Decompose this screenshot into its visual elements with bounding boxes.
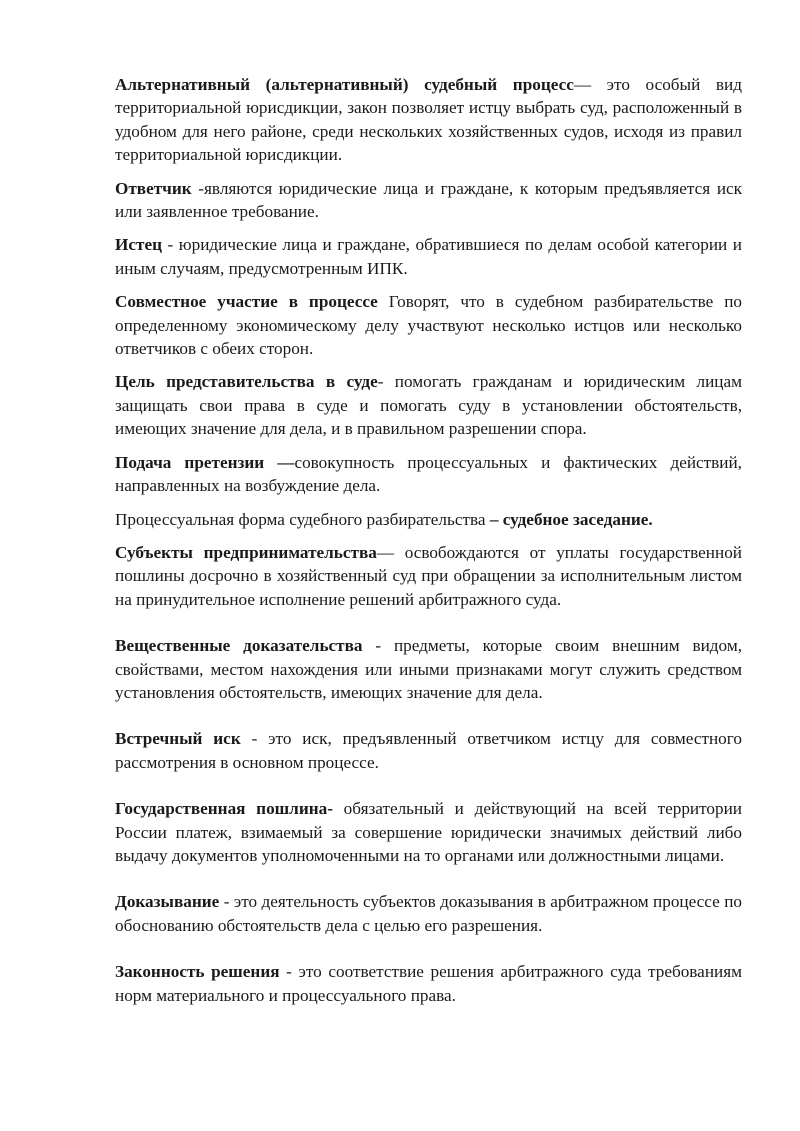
entry-term: Совместное участие в процессе xyxy=(115,292,378,312)
entry-text: Говорят, что в судебном разбирательстве по определенному экономическому делу участвуют несколько истцов или несколько ответчиков с обеих сторон. xyxy=(115,292,742,359)
entry-term: Истец xyxy=(115,235,162,255)
entry-counterclaim xyxy=(115,727,742,774)
entry-joint-participation xyxy=(115,290,742,360)
entry-legality-of-decision xyxy=(115,960,742,1007)
entry-physical-evidence xyxy=(115,634,742,704)
entry-text: - предметы, которые своим внешним видом, свойствами, местом нахождения или иными признаками могут служить средством установления обстоятельств, имеющих значение для дела. xyxy=(115,636,742,702)
entry-text: - помогать гражданам и юридическим лицам защищать свои права в суде и помогать суду в установлении обстоятельств, имеющих значение для дела, и в правильном разрешении спора. xyxy=(115,372,742,439)
entry-procedural-form xyxy=(115,508,742,531)
entry-term: Ответчик xyxy=(115,178,192,198)
entry-text: обязательный и действующий на всей территории России платеж, взимаемый за совершение юридически значимых действий либо выдачу документов уполномоченными на то органами или должностными лицами. xyxy=(115,799,742,865)
entry-term: Государственная пошлина- xyxy=(115,799,333,819)
entry-text: Процессуальная форма судебного разбирательства xyxy=(115,509,490,529)
entry-term: Субъекты предпринимательства xyxy=(115,542,377,562)
entry-business-entities xyxy=(115,541,742,611)
entry-term: Встречный иск xyxy=(115,729,241,749)
entry-alternative-process xyxy=(115,73,742,167)
entry-term: Законность решения xyxy=(115,962,280,982)
entry-term: Доказывание xyxy=(115,892,220,912)
entry-claim-filing xyxy=(115,451,742,498)
entry-text: — освобождаются от уплаты государственной пошлины досрочно в хозяйственный суд при обращении за исполнительным листом на принудительное исполнение решений арбитражного суда. xyxy=(115,542,742,609)
entry-text: - юридические лица и граждане, обратившиеся по делам особой категории и иным случаям, предусмотренным ИПК. xyxy=(115,235,742,278)
entry-text: - это соответствие решения арбитражного суда требованиям норм материального и процессуального права. xyxy=(115,962,742,1005)
entry-term: Цель представительства в суде xyxy=(115,372,378,392)
entry-representation-goal xyxy=(115,370,742,440)
entry-term: Альтернативный (альтернативный) судебный процесс xyxy=(115,75,574,94)
entry-defendant xyxy=(115,177,742,224)
entry-text: — это особый вид территориальной юрисдикции, закон позволяет истцу выбрать суд, расположенный в удобном для него районе, среди нескольких хозяйственных судов, исходя из правил территориальной юрисдикции. xyxy=(115,75,742,165)
entry-text: - это деятельность субъектов доказывания в арбитражном процессе по обоснованию обстоятельств дела с целью его разрешения. xyxy=(115,892,742,935)
entry-term: – судебное заседание. xyxy=(489,509,653,529)
entry-text: -являются юридические лица и граждане, к которым предъявляется иск или заявленное требование. xyxy=(115,178,742,222)
document-page xyxy=(115,73,742,1017)
entry-plaintiff xyxy=(115,233,742,280)
entry-text: совокупность процессуальных и фактических действий, направленных на возбуждение дела. xyxy=(115,452,742,496)
entry-term: Вещественные доказательства xyxy=(115,636,363,656)
entry-proving xyxy=(115,890,742,937)
entry-text: - это иск, предъявленный ответчиком истцу для совместного рассмотрения в основном процессе. xyxy=(115,729,742,772)
entry-state-duty xyxy=(115,797,742,867)
entry-term: Подача претензии — xyxy=(115,452,295,472)
